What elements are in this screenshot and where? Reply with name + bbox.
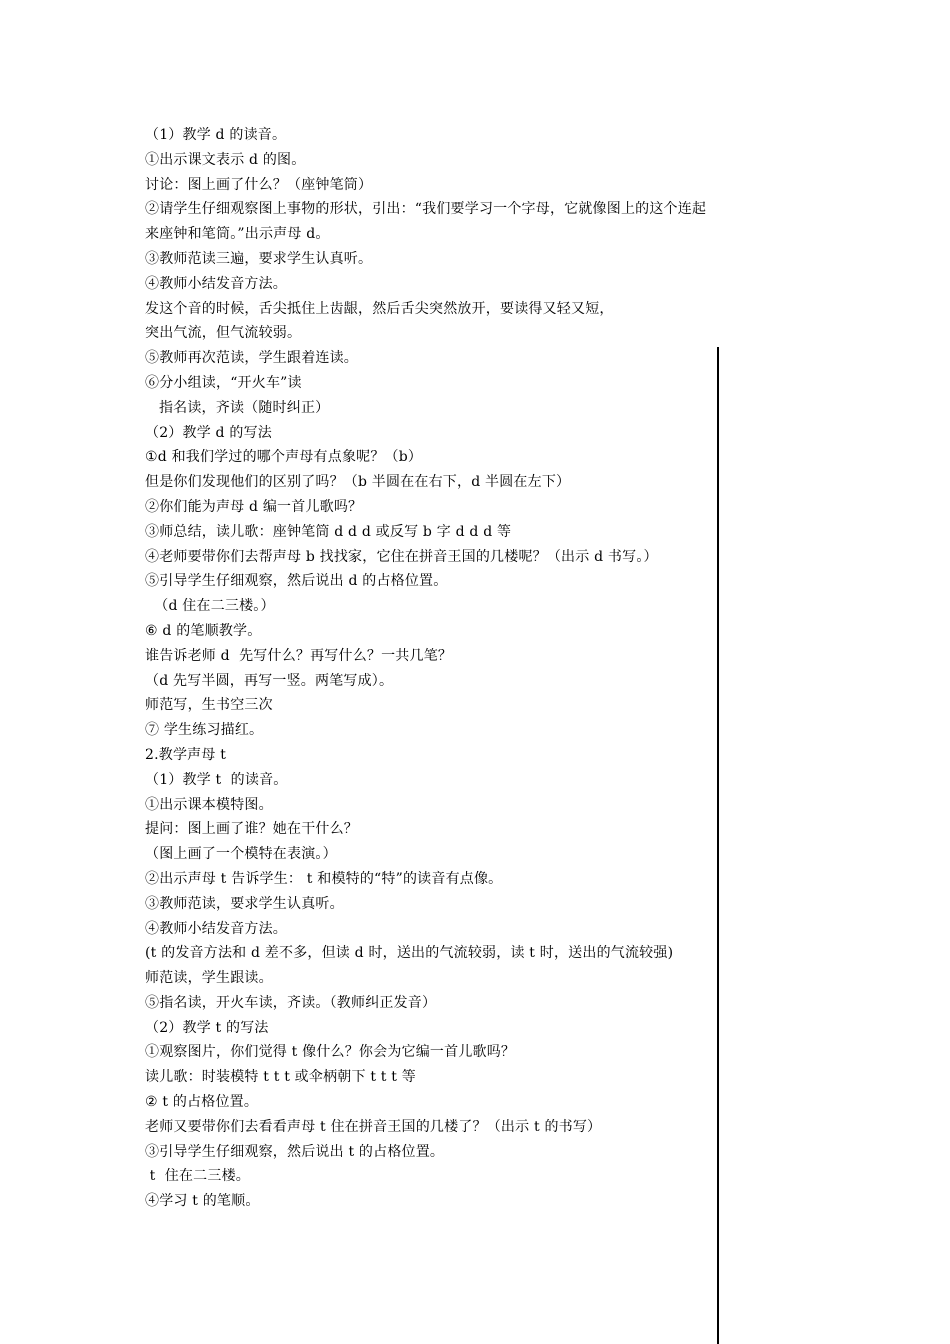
text-line: （d 住在二三楼。） [145,598,275,615]
text-line: ②出示声母 t 告诉学生： t 和模特的“特”的读音有点像。 [145,870,503,887]
text-line: ③师总结，读儿歌：座钟笔筒 d d d 或反写 b 字 d d d 等 [145,523,512,540]
text-line: 读儿歌：时装模特 t t t 或伞柄朝下 t t t 等 [145,1069,416,1086]
text-line: 指名读，齐读（随时纠正） [145,399,330,416]
text-line: ①d 和我们学过的哪个声母有点象呢？（b） [145,449,423,466]
vertical-rule [717,347,719,1344]
text-line: 老师又要带你们去看看声母 t 住在拼音王国的几楼了？（出示 t 的书写） [145,1118,602,1135]
text-line: 2.教学声母 t [145,746,227,763]
text-line: （2）教学 t 的写法 [145,1019,269,1036]
text-line: ④教师小结发音方法。 [145,920,287,937]
text-line: (t 的发音方法和 d 差不多，但读 d 时，送出的气流较弱，读 t 时，送出的气流较强) [145,945,674,962]
text-line: 突出气流，但气流较弱。 [145,325,302,342]
text-line: ② t 的占格位置。 [145,1094,259,1111]
text-line: ⑤教师再次范读，学生跟着连读。 [145,350,358,367]
text-line: ⑤指名读，开火车读，齐读。（教师纠正发音） [145,994,437,1011]
text-line: ④老师要带你们去帮声母 b 找找家，它住在拼音王国的几楼呢？（出示 d 书写。） [145,548,658,565]
text-line: ③教师范读，要求学生认真听。 [145,895,344,912]
text-line: ①出示课本模特图。 [145,796,273,813]
document-body [145,123,845,1214]
text-line: （2）教学 d 的写法 [145,424,272,441]
text-line: 但是你们发现他们的区别了吗？（b 半圆在在右下，d 半圆在左下） [145,474,571,491]
text-line: ⑥分小组读，“开火车”读 [145,374,302,391]
text-line: 来座钟和笔筒。”出示声母 d。 [145,226,330,243]
text-line: （d 先写半圆，再写一竖。两笔写成）。 [145,672,394,689]
text-line: （图上画了一个模特在表演。） [145,846,337,863]
text-line: ⑥ d 的笔顺教学。 [145,622,262,639]
text-line: ②你们能为声母 d 编一首儿歌吗？ [145,498,363,515]
text-line: 师范读，学生跟读。 [145,970,273,987]
text-line: ①观察图片，你们觉得 t 像什么？你会为它编一首儿歌吗？ [145,1044,516,1061]
text-line: ③教师范读三遍，要求学生认真听。 [145,250,373,267]
text-line: ⑦ 学生练习描红。 [145,722,264,739]
text-line: ④学习 t 的笔顺。 [145,1193,260,1210]
text-line: ④教师小结发音方法。 [145,275,287,292]
text-line: ⑤引导学生仔细观察，然后说出 d 的占格位置。 [145,573,448,590]
text-line: 发这个音的时候，舌尖抵住上齿龈，然后舌尖突然放开，要读得又轻又短， [145,300,614,317]
text-line: 谁告诉老师 d 先写什么？再写什么？一共几笔？ [145,647,453,664]
text-line: ②请学生仔细观察图上事物的形状，引出：“我们要学习一个字母，它就像图上的这个连起 [145,201,707,218]
text-line: （1）教学 d 的读音。 [145,127,287,143]
text-line: 讨论：图上画了什么？（座钟笔筒） [145,176,373,193]
text-line: 提问：图上画了谁？她在干什么？ [145,821,358,838]
text-line: t 住在二三楼。 [145,1168,250,1185]
text-line: （1）教学 t 的读音。 [145,771,288,788]
text-line: ①出示课文表示 d 的图。 [145,151,306,168]
text-line: 师范写，生书空三次 [145,697,273,714]
text-line: ③引导学生仔细观察，然后说出 t 的占格位置。 [145,1143,445,1160]
